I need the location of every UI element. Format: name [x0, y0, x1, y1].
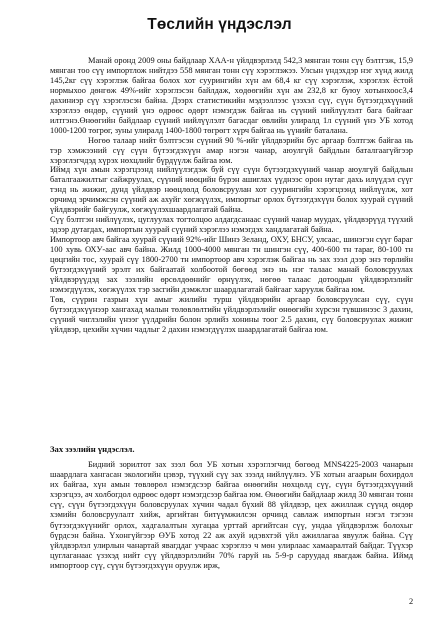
section-market-body [50, 460, 413, 571]
section-intro-body [50, 56, 413, 335]
paragraph: Иймд хүн амын хэрэгцээнд нийлүүлэгдэж буй сүү сүүн бүтээгдэхүүний чанар аюулгүй байдлын баталгаажилтыг сайжруулах, сүүний нөөцийн бүрэн ашиглах үүднээс орон нутаг дахь илүүдэл сүүг тэнд нь жижиг, дунд үйлдвэр нөөцлөлд боловсруулан хот суурингийн хэрэгцээнд нийлүүлж, хот орчимд эрчимжсэн сүүний аж ахуйг хөгжүүлэх, импортыг орлох бүтээгдэхүүн болох хуурай сүүний үйлдвэрийг байгуулж, хөгжүүлэхшаардлагатай байна. [50, 165, 413, 215]
paragraph: Манай оронд 2009 оны байдлаар ХАА-н үйлдвэрлэлд 542,3 мянган тонн сүү бэлтгэж, 15,9 мянган тоо сүү импортлож нийтдээ 558 мянган тонн сүү хэрэглэжээ. Улсын үндэхдэр нэг хүнд жилд 145,2кг сүү хэрэглэж байгаа болох хот суурингийн хүн ам 68,4 кг сүү хэрэглэж, хэрэглэх ёстой нормыхоо дөнгөж 49%-ийг хэрэглэсэн байлдаж, хөдөөгийн хүн ам 232,8 кг буюу хотынхоос3,4 дахиниэр сүү хэрэглэсэн байна. Дээрх статистикийн мэдээллээс үзэхэл сүү, сүүн бүтээгдэхүүний хэрэглээ өндөр, сүүний үнэ өдрөөс өдөрт нэмэгдэж байгаа нь сүүний нийлүүлэлт бага байгааг илтгэнэ.Өнөөгийн байдлаар сүүний нийлүүлэлт багасдаг өвлийн улиралд 1л сүүний үнэ УБ хотод 1000-1200 төгрөг, зуны улиралд 1400-1800 төгрөгт хүрч байгаа нь үүнийг баталана. [50, 56, 413, 135]
page-number: 2 [409, 597, 414, 606]
paragraph: Төв, сүүрин газрын хүн амыг жилийн турш үйлдвэрийн аргаар боловсруулсан сүү, сүүн бүтээгдэхүүнээр хангахад малын төлөвлөлтийн үйлдвэрлэлийг өнөөгийн хүрсэн түвшинээс 3 дахин, сүүний чиглэлийн үнээг үүлдрийн болон эрлийз хонины тоог 2.5 дахин, сүү боловсруулах жижиг үйлдвэр, цехийн хүчин чадлыг 2 дахин нэмэгдүүлэх шаардлагатай байгаа юм. [50, 294, 413, 334]
document-title: Төслийн үндэслэл [147, 16, 292, 33]
paragraph: Импортоор авч байгаа хуурай сүүний 92%-ийг Шинэ Зеланд, ОХУ, БНСУ, улсаас, шинэгэн сүүг бараг 100 хувь ОХУ-аас авч байна. Жилд 1000-4000 мянган тн шингэн сүү, 400-600 тн тараг, 80-100 тн цөцгийн тос, хуурай сүү 1800-2700 тн импортоор авч хэрэглэж байгаа нь зах зээл дээр энэ төрлийн бүтээгдэхүүний эрэлт их байгаатай холбоотой бөгөөд энэ нь нэг талаас манай боловсруулах үйлдвэрүүдэд зах зээлийн өрсөлдөөнийг өрнүүлэх, нөгөө талаас дотоодын үйлдвэрлэлийг нэмэгдүүлэх, хөгжүүлэх тэр засгийн дэмжлэг шаардлагатай байгааг харуулж байгаа юм. [50, 235, 413, 294]
paragraph: Бидний зорилтот зах зээл бол УБ хотын хэрэглэгчид бөгөөд MNS4225-2003 чанарын шаардлага хангасан экологийн цэвэр, түүхий сүү зах зээлд нийлүүлнэ. УБ хотын агаарын бохирдол их байгаа, хүн амын төвлөрөл нэмэгдсээр байгаа өнөөгийн нөхцөлд сүү, сүүн бүтээгдэхүүний хэрэгцээ, ач холбогдол өдрөөс өдөрт нэмэгдсээр байгаа юм. Өнөөгийн байдлаар жилд 30 мянган тонн сүү, сүүн бүтээгдэхүүн боловсруулах хүчин чадал бүхий 88 үйлдвэр, цех ажиллаж сүүнд өндөр хэмийн боловсруулалт хийж, аргийтан битүүмжилсэн орчинд савлаж импортын нэгэл тэгээн бүтээгдэхүүнийг орлох, хадгалалтын хугацаа урттай аргийтсан сүү, ундаа үйлдвэрлэж болохыг бүрдсэн байна. Үхонгүйгээр ӨУБ хотод 22 аж ахуй идэвхтэй үйл ажиллагаа явуулж байна. Сүү үйлдвэрлэл улирлын чанартай явагддаг учраас хэрэглээ ч мөн улирлаас хамааралтай байдаг. Түүхэр цуглаганаас үзэхэд нийт сүү үйлдвэрлэлийн 70% гаруй нь 5-9-р саруудад явагдаж байна. Иймд импортоор сүү, сүүн бүтээгдэхүүн оруулж ирж, [50, 460, 413, 570]
paragraph: Нөгөө талаар нийт бэлтгэсэн сүүний 90 %-ийг үйлдвэрийн бус аргаар бэлтгэж байгаа нь тэр хэмжээний сүү сүүн бүтээгдэхүүн амар нэгэн чанар, аюулгүй байдлын баталгаагүйгээр хэрэглэгчдэд хүрэх нөхцлийг бүрдүүлж байгаа юм. [50, 135, 413, 165]
section-heading: Зах зээлийн үндэслэл. [50, 444, 135, 454]
paragraph: Сүү бэлтгэн нийлүүлэх, цуглуулах тогтолцоо алдагдсанаас сүүний чанар муудах, үйлдвэрүүд түүхий эдээр дутагдах, импортын хуурай сүүний хэрэглээ нэмэгдэх хандлагатай байна. [50, 215, 413, 235]
